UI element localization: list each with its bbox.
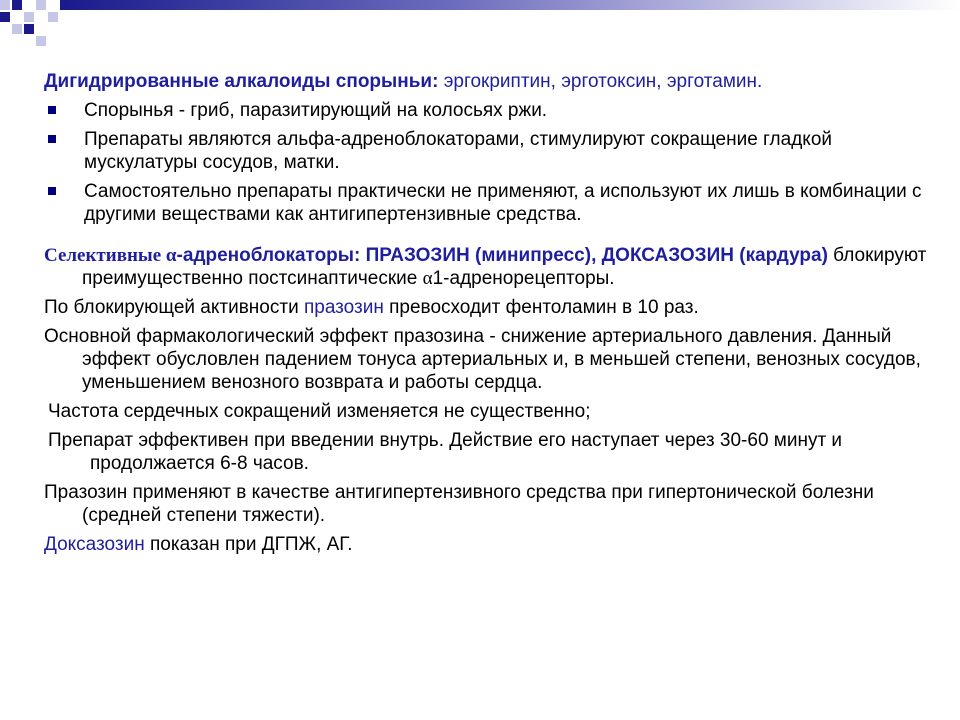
use-paragraph: Празозин применяют в качестве антигипертензивного средства при гипертонической болезни (средней степени тяжести). [44,482,874,526]
oral-paragraph: Препарат эффективен при введении внутрь. Действие его наступает через 30-60 минут и продолжается 6-8 часов. [48,430,843,474]
drug-doxazosin: Доксазозин [44,534,145,555]
selective-prefix: Селективные α [44,245,177,266]
list-item: Спорынья - гриб, паразитирующий на колосьях ржи. [44,99,934,122]
bullet-list [44,99,934,226]
square-bullet-icon [48,106,56,114]
selective-title: -адреноблокаторы: ПРАЗОЗИН (минипресс), ДОКСАЗОЗИН (кардура) [176,245,828,266]
slide-content [44,70,934,562]
selective-text-end: 1-адренорецепторы. [432,268,615,289]
square-bullet-icon [48,135,56,143]
intro-paragraph [44,70,934,93]
doxazosin-paragraph: Доксазозин показан при ДГПЖ, АГ. [44,534,353,555]
effect-paragraph: Основной фармакологический эффект празозина - снижение артериального давления. Данный эффект обусловлен падением тонуса артериальных и, в меньшей степени, венозных сосудов, уменьшением венозного возврата и работы сердца. [44,326,921,393]
alpha-symbol: α [422,268,433,289]
list-item: Препараты являются альфа-адреноблокаторами, стимулируют сокращение гладкой мускулатуры сосудов, матки. [44,128,934,174]
activity-paragraph: По блокирующей активности празозин превосходит фентоламин в 10 раз. [44,297,699,318]
header-decoration [0,0,960,60]
square-bullet-icon [48,187,56,195]
selective-text: блокируют преимущественно постсинаптические [82,245,927,289]
intro-heading: Дигидрированные алкалоиды спорыньи: [44,71,439,92]
heart-rate-paragraph: Частота сердечных сокращений изменяется не существенно; [48,401,591,422]
intro-heading-rest: эргокриптин, эрготоксин, эрготамин. [438,71,763,92]
list-item: Самостоятельно препараты практически не применяют, а используют их лишь в комбинации с другими веществами как антигипертензивные средства. [44,180,934,226]
selective-paragraph [44,244,934,290]
drug-prazosin: празозин [303,297,384,318]
